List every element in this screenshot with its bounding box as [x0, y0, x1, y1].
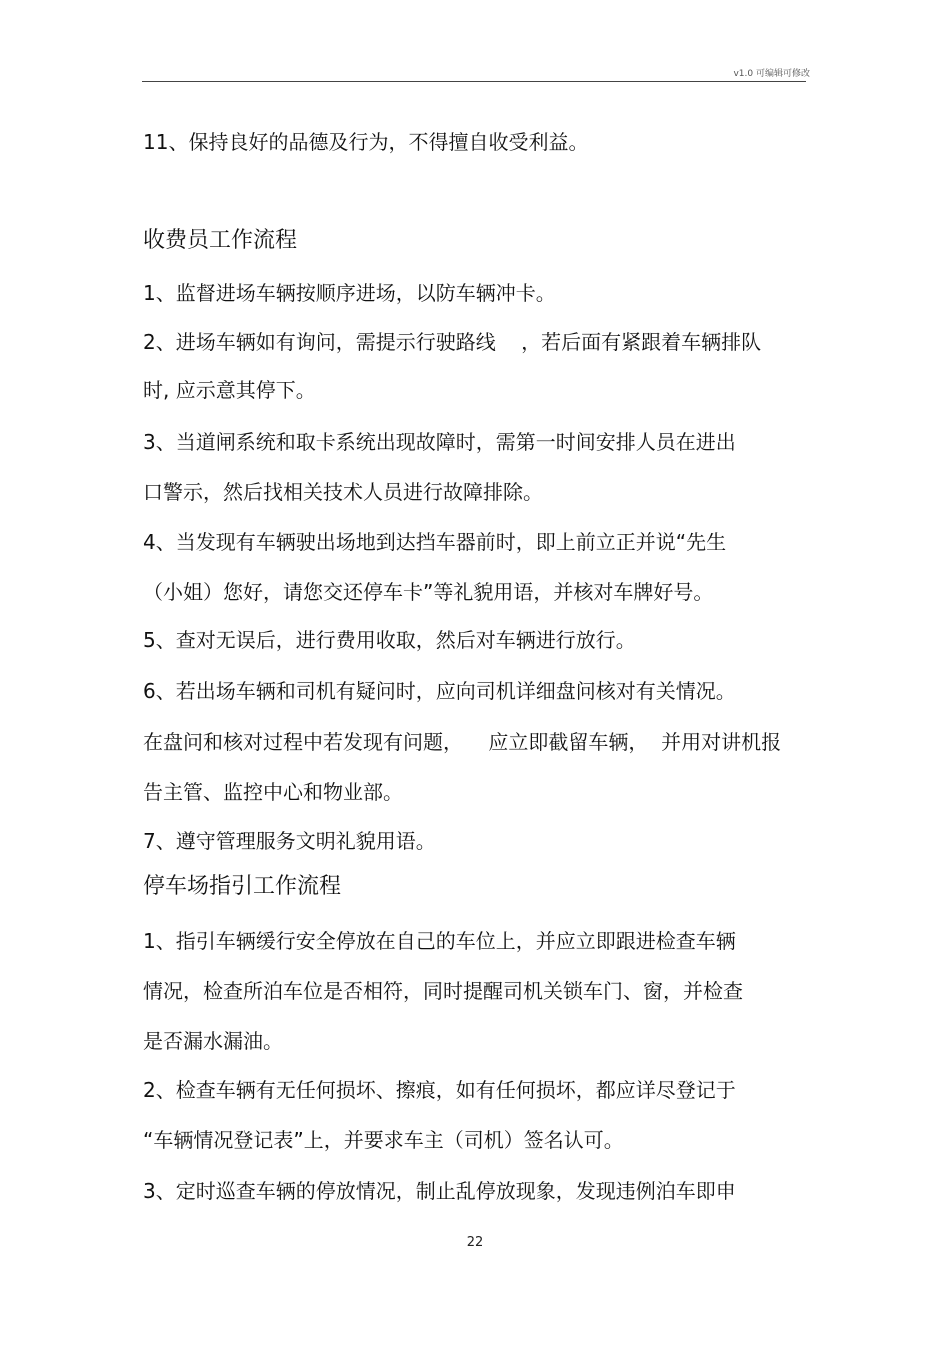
body-line: 时, 应示意其停下。: [143, 378, 316, 402]
header-divider: [142, 81, 806, 82]
body-line: 1、指引车辆缓行安全停放在自己的车位上，并应立即跟进检查车辆: [143, 929, 736, 953]
body-line: 4、当发现有车辆驶出场地到达挡车器前时，即上前立正并说“先生: [143, 530, 727, 554]
body-line: 在盘问和核对过程中若发现有问题， 应立即截留车辆， 并用对讲机报: [143, 730, 782, 754]
section-heading-parking-guide: 停车场指引工作流程: [143, 874, 342, 899]
body-line: 2、进场车辆如有询问，需提示行驶路线 ，若后面有紧跟着车辆排队: [143, 330, 762, 354]
body-line: 2、检查车辆有无任何损坏、擦痕，如有任何损坏，都应详尽登记于: [143, 1078, 736, 1102]
body-line: 6、若出场车辆和司机有疑问时，应向司机详细盘问核对有关情况。: [143, 679, 736, 703]
header-version-text: v1.0 可编辑可修改: [733, 69, 810, 79]
body-line: 情况，检查所泊车位是否相符，同时提醒司机关锁车门、窗，并检查: [143, 979, 743, 1003]
body-line: 口警示，然后找相关技术人员进行故障排除。: [143, 480, 543, 504]
body-line: （小姐）您好，请您交还停车卡”等礼貌用语，并核对车牌好号。: [143, 580, 714, 604]
body-line: 1、监督进场车辆按顺序进场，以防车辆冲卡。: [143, 281, 556, 305]
body-line: 3、定时巡查车辆的停放情况，制止乱停放现象，发现违例泊车即申: [143, 1179, 736, 1203]
body-line: 告主管、监控中心和物业部。: [143, 780, 403, 804]
body-line: 5、查对无误后，进行费用收取，然后对车辆进行放行。: [143, 628, 636, 652]
body-line: 11、保持良好的品德及行为，不得擅自收受利益。: [143, 130, 589, 154]
section-heading-toll-collector: 收费员工作流程: [143, 228, 298, 253]
body-line: “车辆情况登记表”上，并要求车主（司机）签名认可。: [143, 1128, 624, 1152]
page-number: 22: [466, 1235, 484, 1250]
body-line: 是否漏水漏油。: [143, 1029, 283, 1053]
body-line: 7、遵守管理服务文明礼貌用语。: [143, 829, 436, 853]
body-line: 3、当道闸系统和取卡系统出现故障时，需第一时间安排人员在进出: [143, 430, 736, 454]
